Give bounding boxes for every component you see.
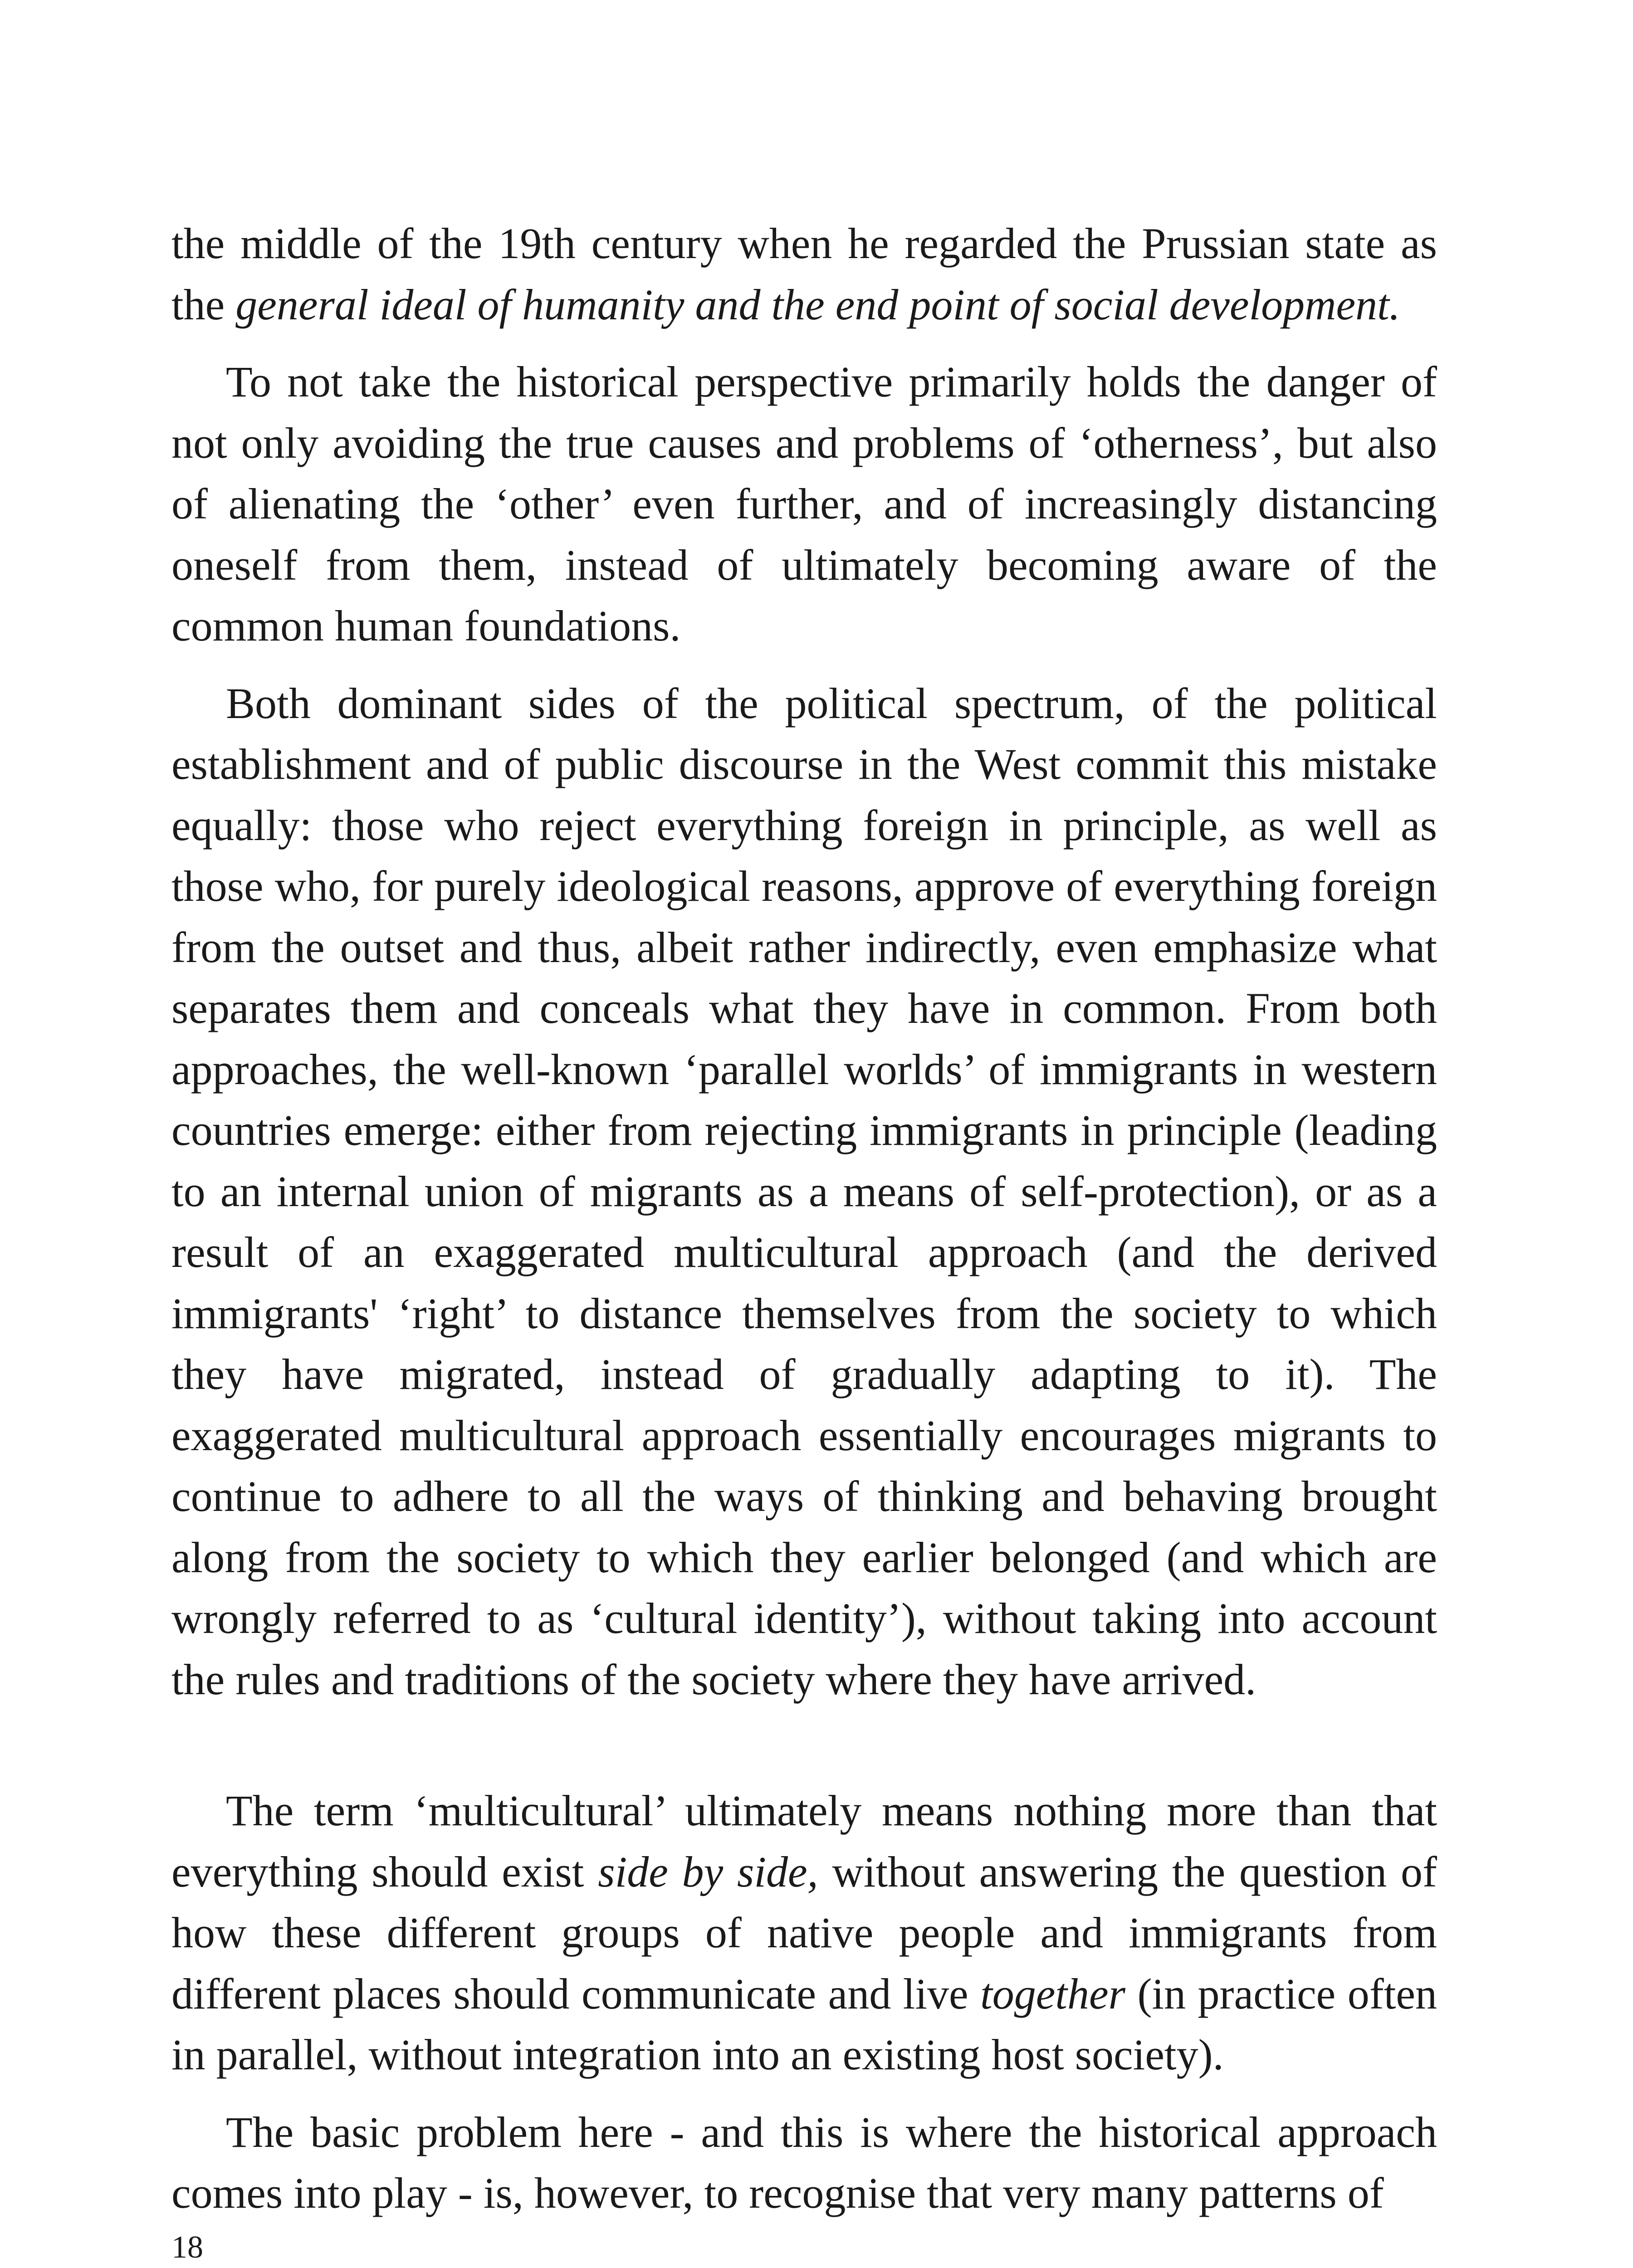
paragraph-1-italic-phrase: general ideal of humanity and the end point of social development. bbox=[235, 280, 1400, 329]
paragraph-4-text-a: The term ‘multicultural’ ultimately means nothing more than that everything should exist bbox=[171, 1786, 1437, 1896]
paragraph-continuation bbox=[171, 213, 1437, 335]
paragraph-4-italic-side-by-side: side by side, bbox=[598, 1847, 818, 1896]
paragraph-basic-problem: The basic problem here - and this is where the historical approach comes into play - is, however, to recognise that very many patterns of bbox=[171, 2107, 1437, 2217]
paragraph-1-text: the middle of the 19th century when he regarded the Prussian state as the bbox=[171, 219, 1437, 329]
page-number: 18 bbox=[171, 2230, 203, 2265]
paragraph-political-spectrum: Both dominant sides of the political spectrum, of the political establishment and of public discourse in the West commit this mistake equally: those who reject everything foreign in principle, as well as those who, for purely ideological reasons, approve of everything foreign from the outset and thus, albeit rather indirectly, even emphasize what separates them and conceals what they have in common. From both approaches, the well-known ‘parallel worlds’ of immigrants in western countries emerge: either from rejecting immigrants in principle (leading to an internal union of migrants as a means of self-protection), or as a result of an exaggerated multicultural approach (and the derived immigrants' ‘right’ to distance themselves from the society to which they have migrated, instead of gradually adapting to it). The exaggerated multicultural approach essentially encourages migrants to continue to adhere to all the ways of thinking and behaving brought along from the society to which they earlier belonged (and which are wrongly referred to as ‘cultural identity’), without taking into account the rules and traditions of the society where they have arrived. bbox=[171, 679, 1437, 1704]
body-text bbox=[171, 213, 1437, 2224]
paragraph-4-text-b: without answering the question of how these different groups of native people and immigrants from different places should communicate and live bbox=[171, 1847, 1437, 2018]
paragraph-historical-perspective: To not take the historical perspective primarily holds the danger of not only avoiding the true causes and problems of ‘otherness’, but also of alienating the ‘other’ even further, and of increasingly distancing oneself from them, instead of ultimately becoming aware of the common human foundations. bbox=[171, 357, 1437, 650]
paragraph-4-text-c: (in practice often in parallel, without integration into an existing host society). bbox=[171, 1969, 1437, 2079]
paragraph-multicultural-term bbox=[171, 1780, 1437, 2086]
paragraph-4-italic-together: together bbox=[980, 1969, 1125, 2018]
